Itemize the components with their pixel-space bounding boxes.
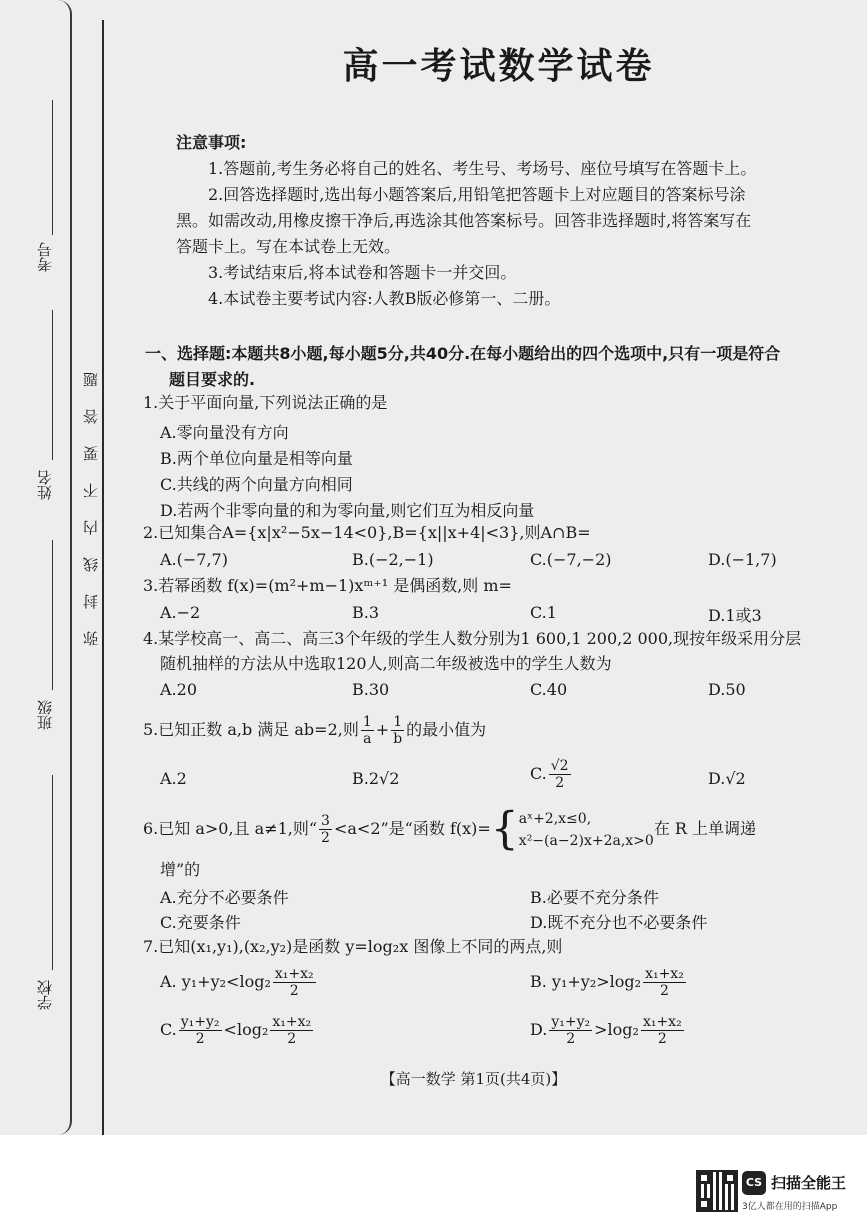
option-text: A. y₁+y₂<log₂ (160, 972, 271, 991)
name-underline (52, 310, 53, 460)
section-heading-line: 题目要求的. (169, 370, 256, 389)
fraction (361, 714, 374, 747)
fraction (549, 1014, 592, 1047)
fraction-numerator: y₁+y₂ (551, 1014, 591, 1030)
fraction (549, 758, 571, 791)
question-2-option-b: B.(−2,−1) (352, 550, 434, 569)
question-4-stem: 4.某学校高一、高二、高三3个年级的学生人数分别为1 600,1 200,2 000,现按年级采用分层 (143, 629, 802, 648)
question-6-stem-post: 在 R 上单调递 (653, 819, 757, 838)
question-7-option-a (160, 966, 318, 999)
question-5-option-a: A.2 (160, 769, 187, 788)
question-1-stem: 1.关于平面向量,下列说法正确的是 (143, 393, 388, 412)
piecewise-case: aˣ+2,x≤0, (518, 810, 592, 827)
question-1-option-c: C.共线的两个向量方向相同 (160, 475, 353, 494)
fraction-denominator: 2 (657, 1031, 667, 1047)
question-4-option-a: A.20 (160, 680, 197, 699)
question-2-option-c: C.(−7,−2) (530, 550, 612, 569)
question-6-option-b: B.必要不充分条件 (530, 888, 659, 907)
option-letter: D. (530, 1020, 548, 1039)
notice-item: 黑。如需改动,用橡皮擦干净后,再选涂其他答案标号。回答非选择题时,将答案写在 (176, 211, 752, 230)
fraction-numerator: y₁+y₂ (180, 1014, 220, 1030)
question-4-option-c: C.40 (530, 680, 568, 699)
section-heading (145, 341, 867, 393)
question-7-option-c (160, 1014, 315, 1047)
fraction-denominator: 2 (289, 983, 299, 999)
binding-curve (58, 0, 72, 1135)
question-4-option-b: B.30 (352, 680, 390, 699)
fraction-numerator: x₁+x₂ (272, 1014, 312, 1030)
question-6-option-d: D.既不充分也不必要条件 (530, 913, 708, 932)
fraction-numerator: x₁+x₂ (642, 1014, 682, 1030)
fraction-numerator: 1 (362, 714, 372, 730)
fraction-numerator: x₁+x₂ (274, 966, 314, 982)
question-3-option-d: D.1或3 (708, 606, 762, 625)
question-3-option-c: C.1 (530, 603, 557, 622)
class-underline (52, 540, 53, 690)
question-5-stem-pre: 5.已知正数 a,b 满足 ab=2,则 (143, 720, 359, 739)
question-2-option-d: D.(−1,7) (708, 550, 777, 569)
question-6-stem-mid: <a<2”是“函数 f(x)= (333, 819, 491, 838)
fraction (270, 1014, 313, 1047)
option-text: >log₂ (594, 1020, 639, 1039)
option-text: <log₂ (223, 1020, 269, 1039)
fraction (391, 714, 404, 747)
notice-item: 2.回答选择题时,选出每小题答案后,用铅笔把答题卡上对应题目的答案标号涂 (208, 185, 746, 204)
plus-sign: + (375, 720, 390, 739)
section-heading-line: 一、选择题:本题共8小题,每小题5分,共40分.在每小题给出的四个选项中,只有一项是符合 (145, 344, 781, 363)
question-5-stem (143, 710, 486, 750)
scanner-tagline: 3亿人都在用的扫描App (742, 1202, 838, 1212)
notice-item: 答题卡上。写在本试卷上无效。 (176, 237, 401, 256)
question-1-option-a: A.零向量没有方向 (160, 423, 289, 442)
qr-code-icon (696, 1170, 738, 1212)
question-2-option-a: A.(−7,7) (160, 550, 228, 569)
question-4-stem-cont: 随机抽样的方法从中选取120人,则高二年级被选中的学生人数为 (160, 654, 612, 673)
question-1-option-b: B.两个单位向量是相等向量 (160, 449, 353, 468)
fraction-denominator: 2 (555, 775, 565, 791)
question-3-option-b: B.3 (352, 603, 380, 622)
question-7-stem: 7.已知(x₁,y₁),(x₂,y₂)是函数 y=log₂x 图像上不同的两点,则 (143, 937, 563, 956)
page-title: 高一考试数学试卷 (342, 46, 655, 87)
question-6-stem-pre: 6.已知 a>0,且 a≠1,则“ (143, 819, 318, 838)
question-6-option-c: C.充要条件 (160, 913, 241, 932)
question-3-stem: 3.若幂函数 f(x)=(m²+m−1)xᵐ⁺¹ 是偶函数,则 m= (143, 576, 512, 595)
fraction-denominator: 2 (659, 983, 669, 999)
seal-warning: 弥封线内不要答题 (82, 350, 100, 646)
fraction-numerator: x₁+x₂ (645, 966, 684, 982)
fraction-denominator: 2 (321, 830, 330, 846)
fraction-denominator: a (363, 731, 372, 747)
question-5-stem-post: 的最小值为 (406, 720, 487, 739)
question-5-option-b: B.2√2 (352, 769, 400, 788)
question-4-option-d: D.50 (708, 680, 746, 699)
question-2-stem: 2.已知集合A={x|x²−5x−14<0},B={x||x+4|<3},则A∩B= (143, 523, 591, 542)
class-label: 班级 (36, 700, 54, 730)
notice-item: 1.答题前,考生务必将自己的姓名、考生号、考场号、座位号填写在答题卡上。 (208, 159, 757, 178)
fraction (179, 1014, 222, 1047)
scanner-app-name: 扫描全能王 (771, 1174, 847, 1192)
exam-no-label: 考号 (36, 242, 54, 272)
brace-symbol: { (490, 803, 519, 855)
page-footer: 【高一数学 第1页(共4页)】 (380, 1070, 567, 1088)
fraction-denominator: b (393, 731, 403, 747)
question-5-option-d: D.√2 (708, 769, 746, 788)
scanner-logo: CS (742, 1171, 766, 1195)
fraction-numerator: 1 (391, 714, 404, 731)
fraction-denominator: 2 (287, 1031, 297, 1047)
notice-item: 3.考试结束后,将本试卷和答题卡一并交回。 (208, 263, 517, 282)
option-letter: C. (530, 764, 547, 783)
question-6-option-a: A.充分不必要条件 (160, 888, 289, 907)
notice-heading: 注意事项: (176, 133, 247, 152)
fraction-numerator: √2 (550, 758, 569, 774)
question-6-stem (143, 803, 757, 855)
name-label: 姓名 (36, 470, 54, 500)
binding-line (102, 20, 104, 1135)
notice-item: 4.本试卷主要考试内容:人教B版必修第一、二册。 (208, 289, 561, 308)
fraction (641, 1014, 684, 1047)
exam-no-underline (52, 100, 53, 235)
fraction (643, 966, 686, 999)
fraction-denominator: 2 (195, 1031, 205, 1047)
option-letter: C. (160, 1020, 177, 1039)
piecewise-case: x²−(a−2)x+2a,x>0 (518, 832, 654, 849)
notice-block (176, 130, 836, 312)
question-3-option-a: A.−2 (160, 603, 201, 622)
question-6-stem-cont: 增”的 (160, 860, 201, 879)
school-label: 学校 (36, 980, 54, 1010)
school-underline (52, 775, 53, 970)
question-1-option-d: D.若两个非零向量的和为零向量,则它们互为相反向量 (160, 501, 535, 520)
fraction (273, 966, 316, 999)
question-7-option-b (530, 966, 688, 999)
fraction (319, 813, 332, 846)
piecewise-cases (519, 808, 654, 852)
question-7-option-d (530, 1014, 686, 1047)
fraction-numerator: 3 (321, 813, 330, 829)
option-text: B. y₁+y₂>log₂ (530, 972, 642, 991)
question-5-option-c (530, 758, 573, 791)
fraction-denominator: 2 (566, 1031, 576, 1047)
